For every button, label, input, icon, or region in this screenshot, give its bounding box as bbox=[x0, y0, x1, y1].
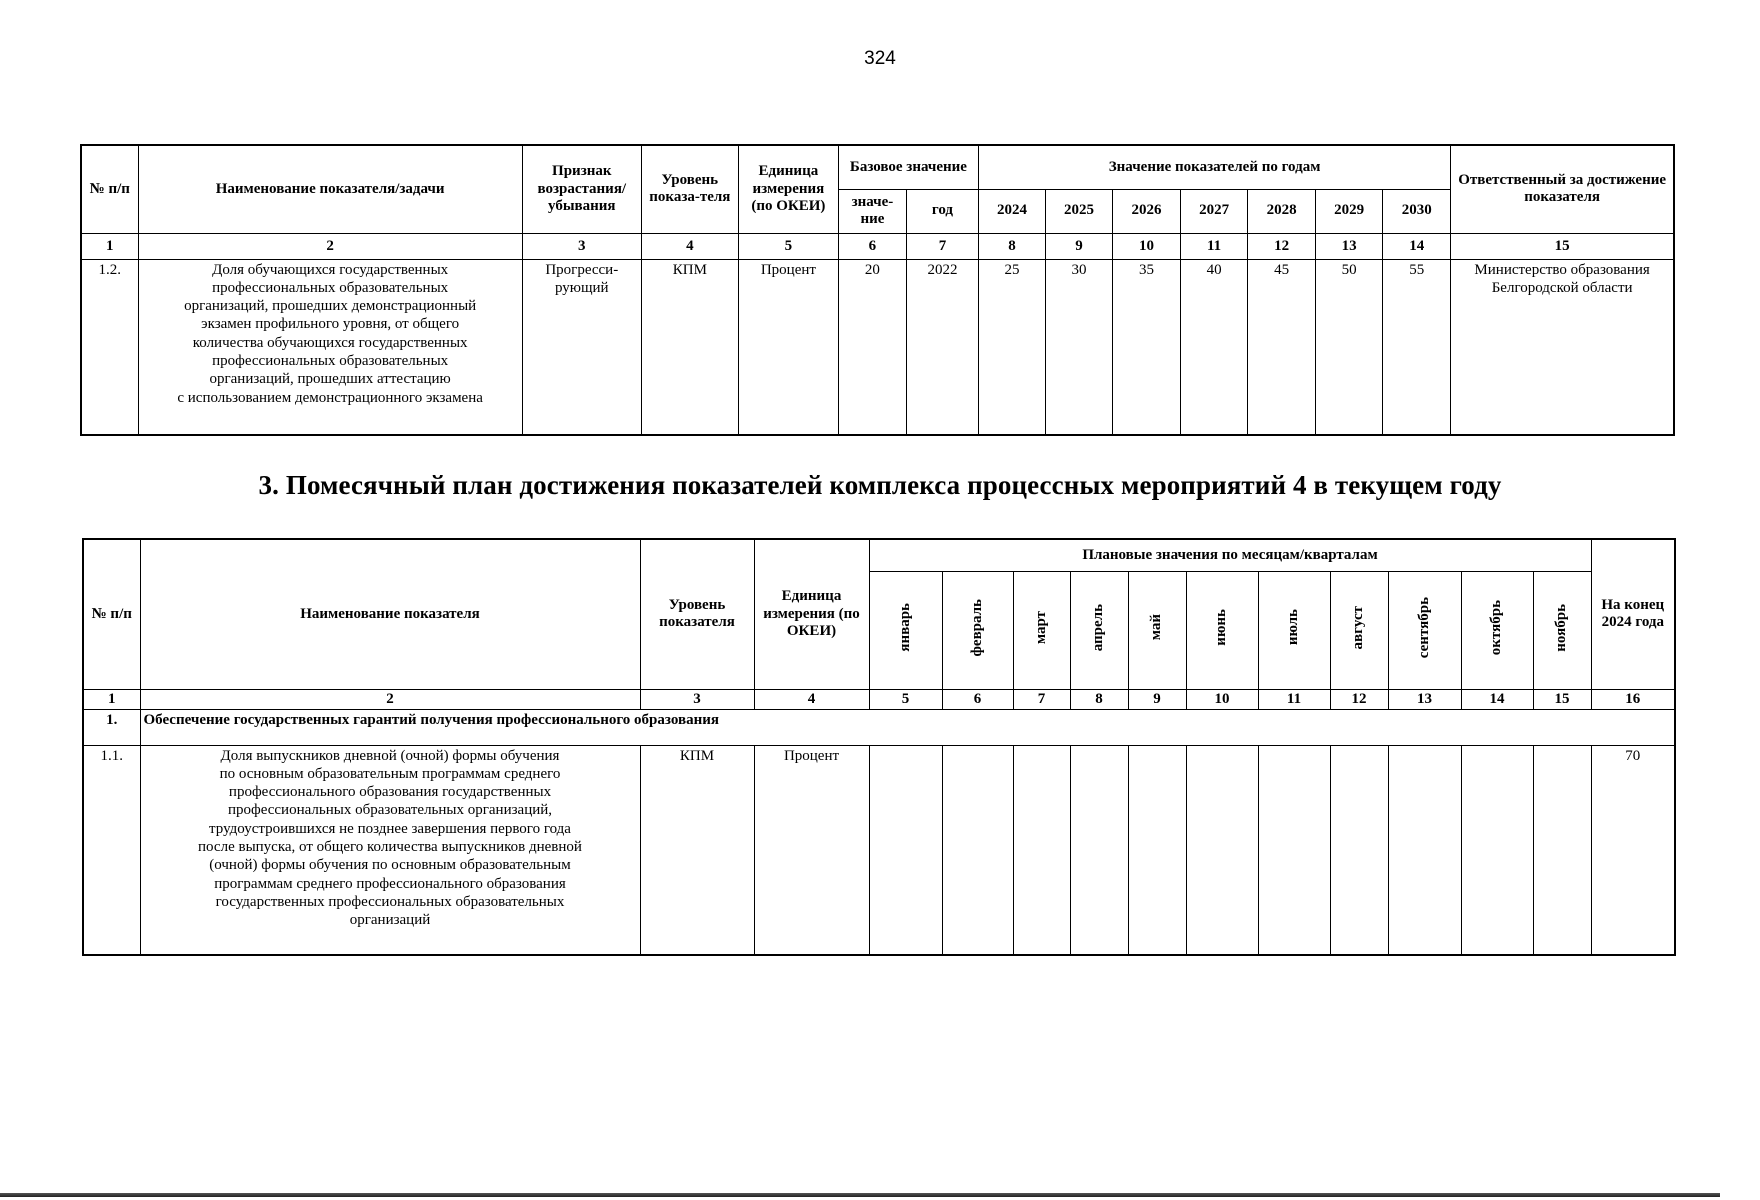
year-value: 25 bbox=[978, 259, 1045, 435]
column-number: 3 bbox=[640, 689, 754, 709]
header-name: Наименование показателя bbox=[140, 539, 640, 689]
month-value-cell bbox=[1330, 745, 1388, 955]
month-label: апрель bbox=[1090, 603, 1107, 652]
year-value: 55 bbox=[1383, 259, 1451, 435]
indicator-name-line: программам среднего профессионального образования bbox=[214, 875, 566, 892]
month-value-cell bbox=[1186, 745, 1258, 955]
end-of-year-value: 70 bbox=[1591, 745, 1675, 955]
column-number: 5 bbox=[869, 689, 942, 709]
scan-edge-divider bbox=[0, 1193, 1720, 1197]
column-number: 11 bbox=[1258, 689, 1330, 709]
month-label: октябрь bbox=[1488, 599, 1505, 655]
year-value: 40 bbox=[1181, 259, 1248, 435]
header-month bbox=[1128, 571, 1186, 689]
header-unit: Единица измерения (по ОКЕИ) bbox=[754, 539, 869, 689]
page-number: 324 bbox=[864, 48, 896, 69]
header-base-year: год bbox=[906, 189, 978, 233]
indicator-name-line: Доля обучающихся государственных bbox=[212, 261, 449, 278]
indicator-unit: Процент bbox=[754, 745, 869, 955]
section-num: 1. bbox=[83, 709, 140, 745]
indicator-sign: Прогресси-рующий bbox=[522, 259, 641, 435]
column-number: 7 bbox=[1013, 689, 1070, 709]
header-level: Уровень показа-теля bbox=[641, 145, 738, 233]
indicator-name-line: профессиональных образовательных bbox=[212, 352, 449, 369]
section-row bbox=[83, 709, 1675, 745]
month-value-cell bbox=[1070, 745, 1128, 955]
header-month bbox=[942, 571, 1013, 689]
header-years-group: Значение показателей по годам bbox=[978, 145, 1450, 189]
header-num: № п/п bbox=[81, 145, 138, 233]
indicator-name bbox=[140, 745, 640, 955]
header-month bbox=[869, 571, 942, 689]
header-year: 2028 bbox=[1248, 189, 1316, 233]
month-label: август bbox=[1350, 605, 1367, 650]
month-value-cell bbox=[1533, 745, 1591, 955]
indicator-name-line: организаций bbox=[349, 912, 431, 929]
month-label: ноябрь bbox=[1553, 603, 1570, 652]
responsible: Министерство образования Белгородской области bbox=[1451, 259, 1674, 435]
column-number: 12 bbox=[1330, 689, 1388, 709]
header-name: Наименование показателя/задачи bbox=[138, 145, 522, 233]
column-number: 9 bbox=[1046, 233, 1113, 259]
header-month bbox=[1013, 571, 1070, 689]
table-row bbox=[83, 745, 1675, 955]
column-number: 10 bbox=[1186, 689, 1258, 709]
header-year: 2026 bbox=[1113, 189, 1181, 233]
indicator-name-line: после выпуска, от общего количества выпускников дневной bbox=[198, 838, 582, 855]
header-end-of-year: На конец 2024 года bbox=[1591, 539, 1675, 689]
month-label: июль bbox=[1285, 609, 1302, 646]
header-month bbox=[1388, 571, 1461, 689]
month-value-cell bbox=[869, 745, 942, 955]
month-value-cell bbox=[1258, 745, 1330, 955]
month-label: июнь bbox=[1213, 609, 1230, 646]
indicator-name-line: (очной) формы обучения по основным образовательным bbox=[209, 857, 571, 874]
column-number: 12 bbox=[1248, 233, 1316, 259]
table-row bbox=[81, 259, 1674, 435]
section-title: 3. Помесячный план достижения показателей комплекса процессных мероприятий 4 в текущем году bbox=[258, 470, 1502, 500]
column-number: 4 bbox=[754, 689, 869, 709]
header-num: № п/п bbox=[83, 539, 140, 689]
header-base-value: значе-ние bbox=[838, 189, 906, 233]
column-number: 13 bbox=[1316, 233, 1383, 259]
indicator-name-line: экзамен профильного уровня, от общего bbox=[201, 316, 460, 333]
section-name: Обеспечение государственных гарантий получения профессионального образования bbox=[140, 709, 1675, 745]
header-year: 2029 bbox=[1316, 189, 1383, 233]
column-number: 7 bbox=[906, 233, 978, 259]
month-label: май bbox=[1148, 614, 1165, 641]
column-number: 14 bbox=[1461, 689, 1533, 709]
year-value: 35 bbox=[1113, 259, 1181, 435]
indicator-level: КПМ bbox=[641, 259, 738, 435]
column-number: 1 bbox=[83, 689, 140, 709]
column-number: 8 bbox=[1070, 689, 1128, 709]
year-value: 50 bbox=[1316, 259, 1383, 435]
base-year: 2022 bbox=[906, 259, 978, 435]
header-responsible: Ответственный за достижение показателя bbox=[1451, 145, 1674, 233]
indicator-name-line: с использованием демонстрационного экзамена bbox=[177, 389, 483, 406]
indicator-name-line: профессиональных образовательных bbox=[212, 279, 449, 296]
indicator-name bbox=[138, 259, 522, 435]
column-number: 13 bbox=[1388, 689, 1461, 709]
month-value-cell bbox=[942, 745, 1013, 955]
header-year: 2025 bbox=[1046, 189, 1113, 233]
header-unit: Единица измерения (по ОКЕИ) bbox=[738, 145, 838, 233]
header-year: 2027 bbox=[1181, 189, 1248, 233]
column-number: 5 bbox=[738, 233, 838, 259]
header-months-group: Плановые значения по месяцам/кварталам bbox=[869, 539, 1591, 571]
column-number: 8 bbox=[978, 233, 1045, 259]
month-value-cell bbox=[1461, 745, 1533, 955]
base-value: 20 bbox=[838, 259, 906, 435]
month-value-cell bbox=[1128, 745, 1186, 955]
month-label: март bbox=[1032, 610, 1049, 644]
column-number: 15 bbox=[1451, 233, 1674, 259]
monthly-plan-table bbox=[82, 538, 1676, 956]
indicator-name-line: государственных профессиональных образовательных bbox=[215, 893, 565, 910]
column-number: 4 bbox=[641, 233, 738, 259]
column-number: 3 bbox=[522, 233, 641, 259]
month-label: февраль bbox=[968, 598, 985, 657]
header-month bbox=[1461, 571, 1533, 689]
column-numbers-row bbox=[81, 233, 1674, 259]
header-month bbox=[1533, 571, 1591, 689]
indicator-name-line: Доля выпускников дневной (очной) формы обучения bbox=[220, 747, 560, 764]
column-number: 14 bbox=[1383, 233, 1451, 259]
indicator-unit: Процент bbox=[738, 259, 838, 435]
indicator-name-line: трудоустроившихся не позднее завершения первого года bbox=[209, 820, 571, 837]
month-label: январь bbox=[896, 603, 913, 652]
indicator-name-line: профессионального образования государственных bbox=[228, 784, 552, 801]
indicator-name-line: организаций, прошедших демонстрационный bbox=[184, 298, 477, 315]
row-num: 1.2. bbox=[81, 259, 138, 435]
column-number: 1 bbox=[81, 233, 138, 259]
row-num: 1.1. bbox=[83, 745, 140, 955]
indicator-name-line: организаций, прошедших аттестацию bbox=[209, 371, 451, 388]
column-number: 10 bbox=[1113, 233, 1181, 259]
header-month bbox=[1330, 571, 1388, 689]
year-value: 45 bbox=[1248, 259, 1316, 435]
indicators-by-year-table bbox=[80, 144, 1675, 436]
year-value: 30 bbox=[1046, 259, 1113, 435]
header-year: 2024 bbox=[978, 189, 1045, 233]
column-number: 15 bbox=[1533, 689, 1591, 709]
indicator-level: КПМ bbox=[640, 745, 754, 955]
column-numbers-row bbox=[83, 689, 1675, 709]
column-number: 6 bbox=[942, 689, 1013, 709]
column-number: 11 bbox=[1181, 233, 1248, 259]
header-month bbox=[1186, 571, 1258, 689]
column-number: 6 bbox=[838, 233, 906, 259]
header-level: Уровень показателя bbox=[640, 539, 754, 689]
month-label: сентябрь bbox=[1415, 596, 1432, 658]
indicator-name-line: по основным образовательным программам среднего bbox=[219, 765, 561, 782]
column-number: 9 bbox=[1128, 689, 1186, 709]
column-number: 2 bbox=[140, 689, 640, 709]
header-month bbox=[1258, 571, 1330, 689]
column-number: 16 bbox=[1591, 689, 1675, 709]
header-month bbox=[1070, 571, 1128, 689]
header-year: 2030 bbox=[1383, 189, 1451, 233]
indicator-name-line: профессиональных образовательных организаций, bbox=[227, 802, 553, 819]
header-base: Базовое значение bbox=[838, 145, 978, 189]
indicator-name-line: количества обучающихся государственных bbox=[192, 334, 468, 351]
month-value-cell bbox=[1388, 745, 1461, 955]
header-sign: Признак возрастания/ убывания bbox=[522, 145, 641, 233]
column-number: 2 bbox=[138, 233, 522, 259]
month-value-cell bbox=[1013, 745, 1070, 955]
